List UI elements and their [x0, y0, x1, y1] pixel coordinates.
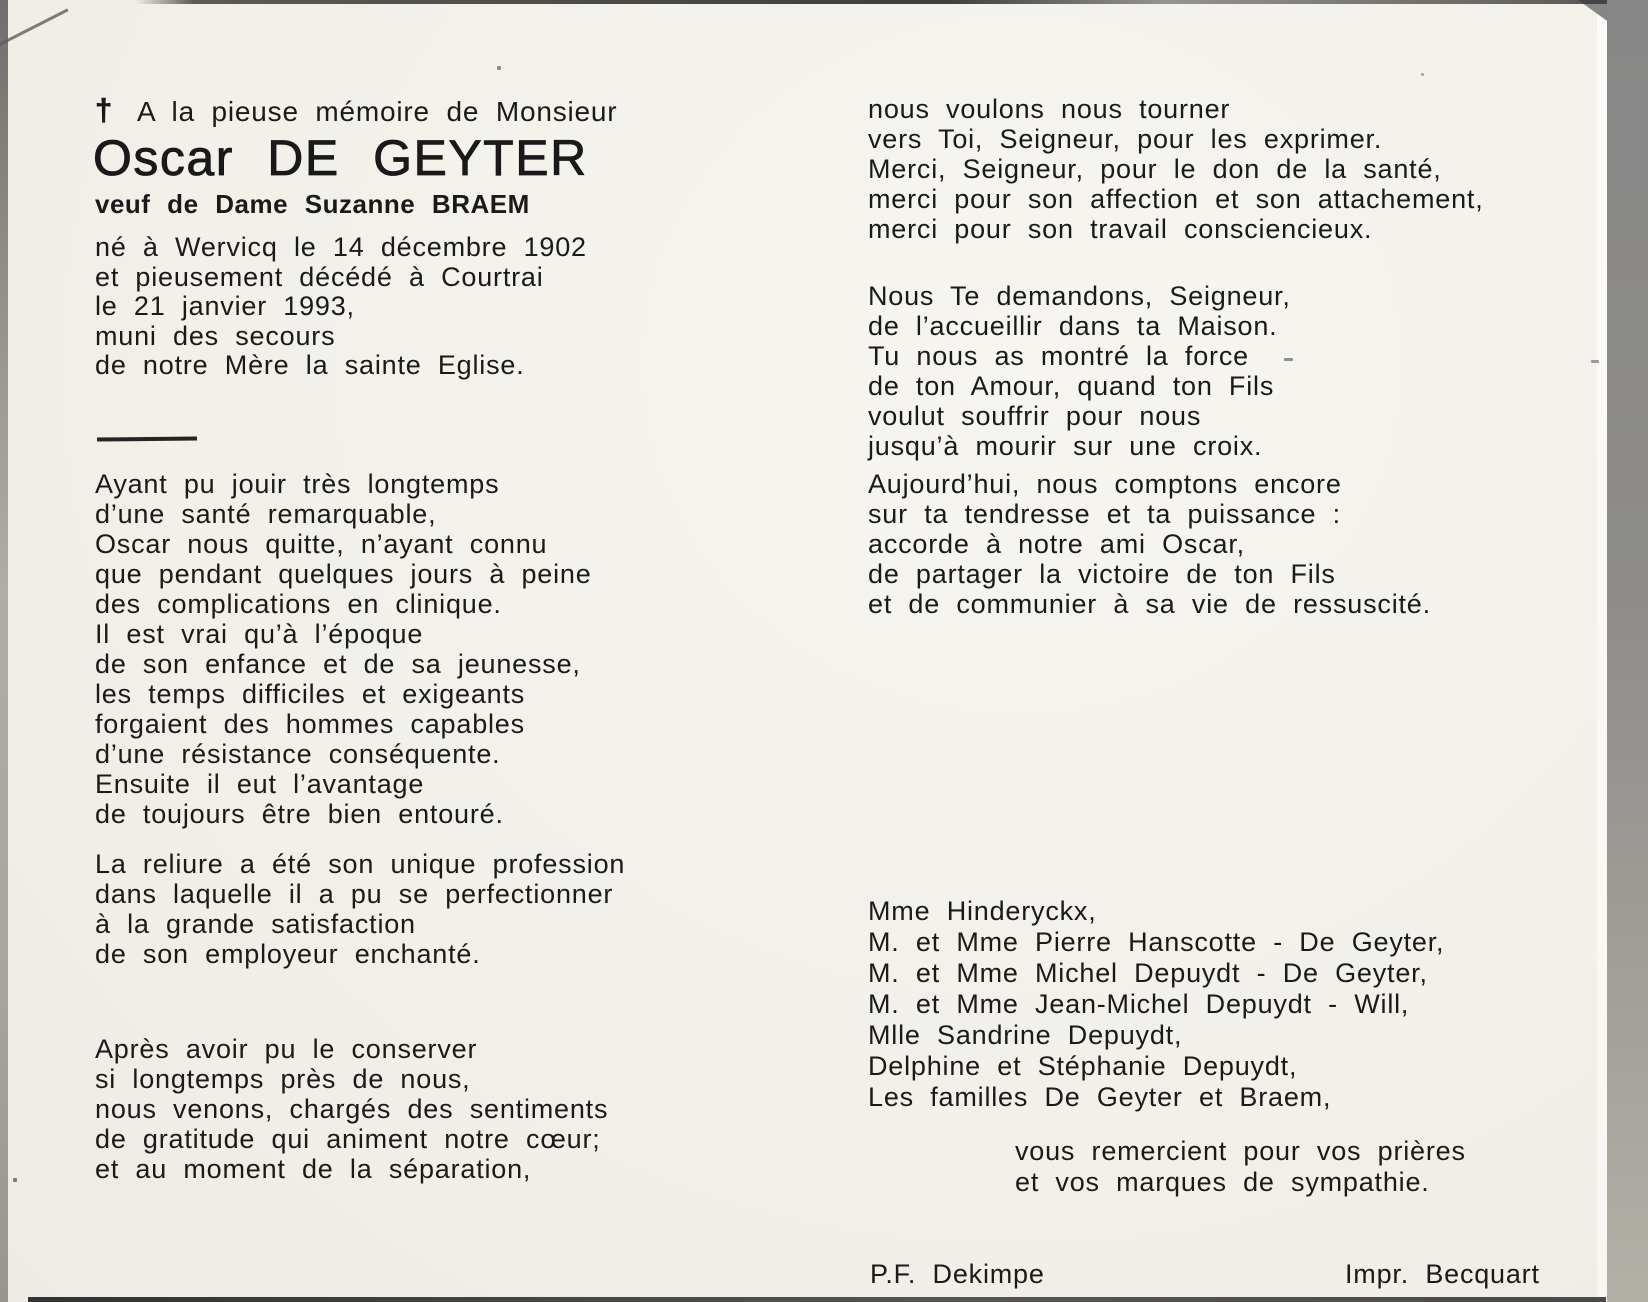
text-line: de son enfance et de sa jeunesse, [95, 649, 581, 679]
text-line: dans laquelle il a pu se perfectionner [95, 879, 614, 909]
text-line: de ton Amour, quand ton Fils [868, 371, 1275, 401]
text-line: Nous Te demandons, Seigneur, [868, 281, 1291, 311]
text-line: les temps difficiles et exigeants [95, 679, 526, 709]
text-line: de son employeur enchanté. [95, 939, 481, 969]
biography-paragraph-2 [95, 849, 625, 969]
text-line: et de communier à sa vie de ressuscité. [868, 589, 1431, 619]
bottom-edge-shadow [28, 1297, 1606, 1302]
scan-speck [1421, 73, 1424, 76]
text-line: Oscar nous quitte, n’ayant connu [95, 529, 548, 559]
text-line: des complications en clinique. [95, 589, 502, 619]
text-line: Tu nous as montré la force [868, 341, 1249, 371]
text-line: Il est vrai qu’à l’époque [95, 619, 424, 649]
text-line: merci pour son affection et son attachement, [868, 184, 1484, 214]
funeral-home-credit: P.F. Dekimpe [870, 1259, 1045, 1289]
text-line: né à Wervicq le 14 décembre 1902 [95, 232, 587, 262]
scan-speck [13, 1178, 17, 1182]
text-line: forgaient des hommes capables [95, 709, 525, 739]
widower-line: veuf de Dame Suzanne BRAEM [95, 189, 530, 219]
text-line: M. et Mme Jean-Michel Depuydt - Will, [868, 989, 1410, 1019]
text-line: que pendant quelques jours à peine [95, 559, 592, 589]
text-line: jusqu’à mourir sur une croix. [868, 431, 1263, 461]
text-line: de gratitude qui animent notre cœur; [95, 1124, 601, 1154]
text-line: et au moment de la séparation, [95, 1154, 532, 1184]
text-line: sur ta tendresse et ta puissance : [868, 499, 1341, 529]
scan-speck [1591, 360, 1599, 363]
text-line: d’une santé remarquable, [95, 499, 437, 529]
mourners-list [868, 896, 1444, 1113]
divider-rule [97, 436, 197, 441]
text-line: et pieusement décédé à Courtrai [95, 261, 544, 292]
text-line: merci pour son travail consciencieux. [868, 214, 1373, 244]
card-right-edge-highlight [1597, 0, 1607, 1302]
prayer-paragraph-2 [868, 281, 1291, 461]
text-line: si longtemps près de nous, [95, 1064, 471, 1094]
text-line: nous venons, chargés des sentiments [95, 1094, 609, 1124]
cross-icon: † [95, 92, 114, 127]
text-line: de partager la victoire de ton Fils [868, 559, 1336, 589]
text-line: M. et Mme Pierre Hanscotte - De Geyter, [868, 927, 1445, 957]
text-line: Aujourd’hui, nous comptons encore [868, 469, 1342, 499]
printer-credit: Impr. Becquart [1345, 1259, 1540, 1289]
text-line: le 21 janvier 1993, [95, 291, 355, 322]
top-edge-shadow [135, 0, 1607, 4]
biography-paragraph-3 [95, 1034, 608, 1184]
biography-paragraph-1 [95, 469, 592, 829]
thanks-lines [1015, 1136, 1466, 1198]
text-line: Ayant pu jouir très longtemps [95, 469, 500, 499]
text-line: et vos marques de sympathie. [1015, 1167, 1430, 1197]
scanner-background-band [1607, 0, 1648, 1302]
birth-death-details [95, 233, 587, 381]
text-line: accorde à notre ami Oscar, [868, 529, 1245, 559]
deceased-name: Oscar DE GEYTER [93, 130, 588, 186]
text-line: Mme Hinderyckx, [868, 896, 1097, 926]
text-line: voulut souffrir pour nous [868, 401, 1202, 431]
text-line: Ensuite il eut l’avantage [95, 769, 425, 799]
text-line: de l’accueillir dans ta Maison. [868, 311, 1278, 341]
text-line: Les familles De Geyter et Braem, [868, 1082, 1332, 1112]
text-line: de toujours être bien entouré. [95, 799, 504, 829]
text-line: Delphine et Stéphanie Depuydt, [868, 1051, 1298, 1081]
text-line: vers Toi, Seigneur, pour les exprimer. [868, 124, 1383, 154]
text-line: d’une résistance conséquente. [95, 739, 501, 769]
text-line: M. et Mme Michel Depuydt - De Geyter, [868, 958, 1428, 988]
top-left-corner-streak [0, 8, 68, 46]
prayer-paragraph-1 [868, 94, 1484, 244]
scan-speck [497, 66, 501, 70]
text-line: Après avoir pu le conserver [95, 1034, 478, 1064]
prayer-paragraph-3 [868, 469, 1431, 619]
memorial-header-line [95, 94, 617, 129]
text-line: Merci, Seigneur, pour le don de la santé, [868, 154, 1442, 184]
text-line: nous voulons nous tourner [868, 94, 1231, 124]
left-edge-shadow [0, 0, 8, 1302]
text-line: Mlle Sandrine Depuydt, [868, 1020, 1183, 1050]
text-line: muni des secours [95, 320, 336, 351]
text-line: vous remercient pour vos prières [1015, 1136, 1466, 1166]
memorial-header-text: A la pieuse mémoire de Monsieur [137, 96, 618, 127]
text-line: de notre Mère la sainte Eglise. [95, 350, 525, 381]
text-line: La reliure a été son unique profession [95, 849, 626, 879]
text-line: à la grande satisfaction [95, 909, 416, 939]
